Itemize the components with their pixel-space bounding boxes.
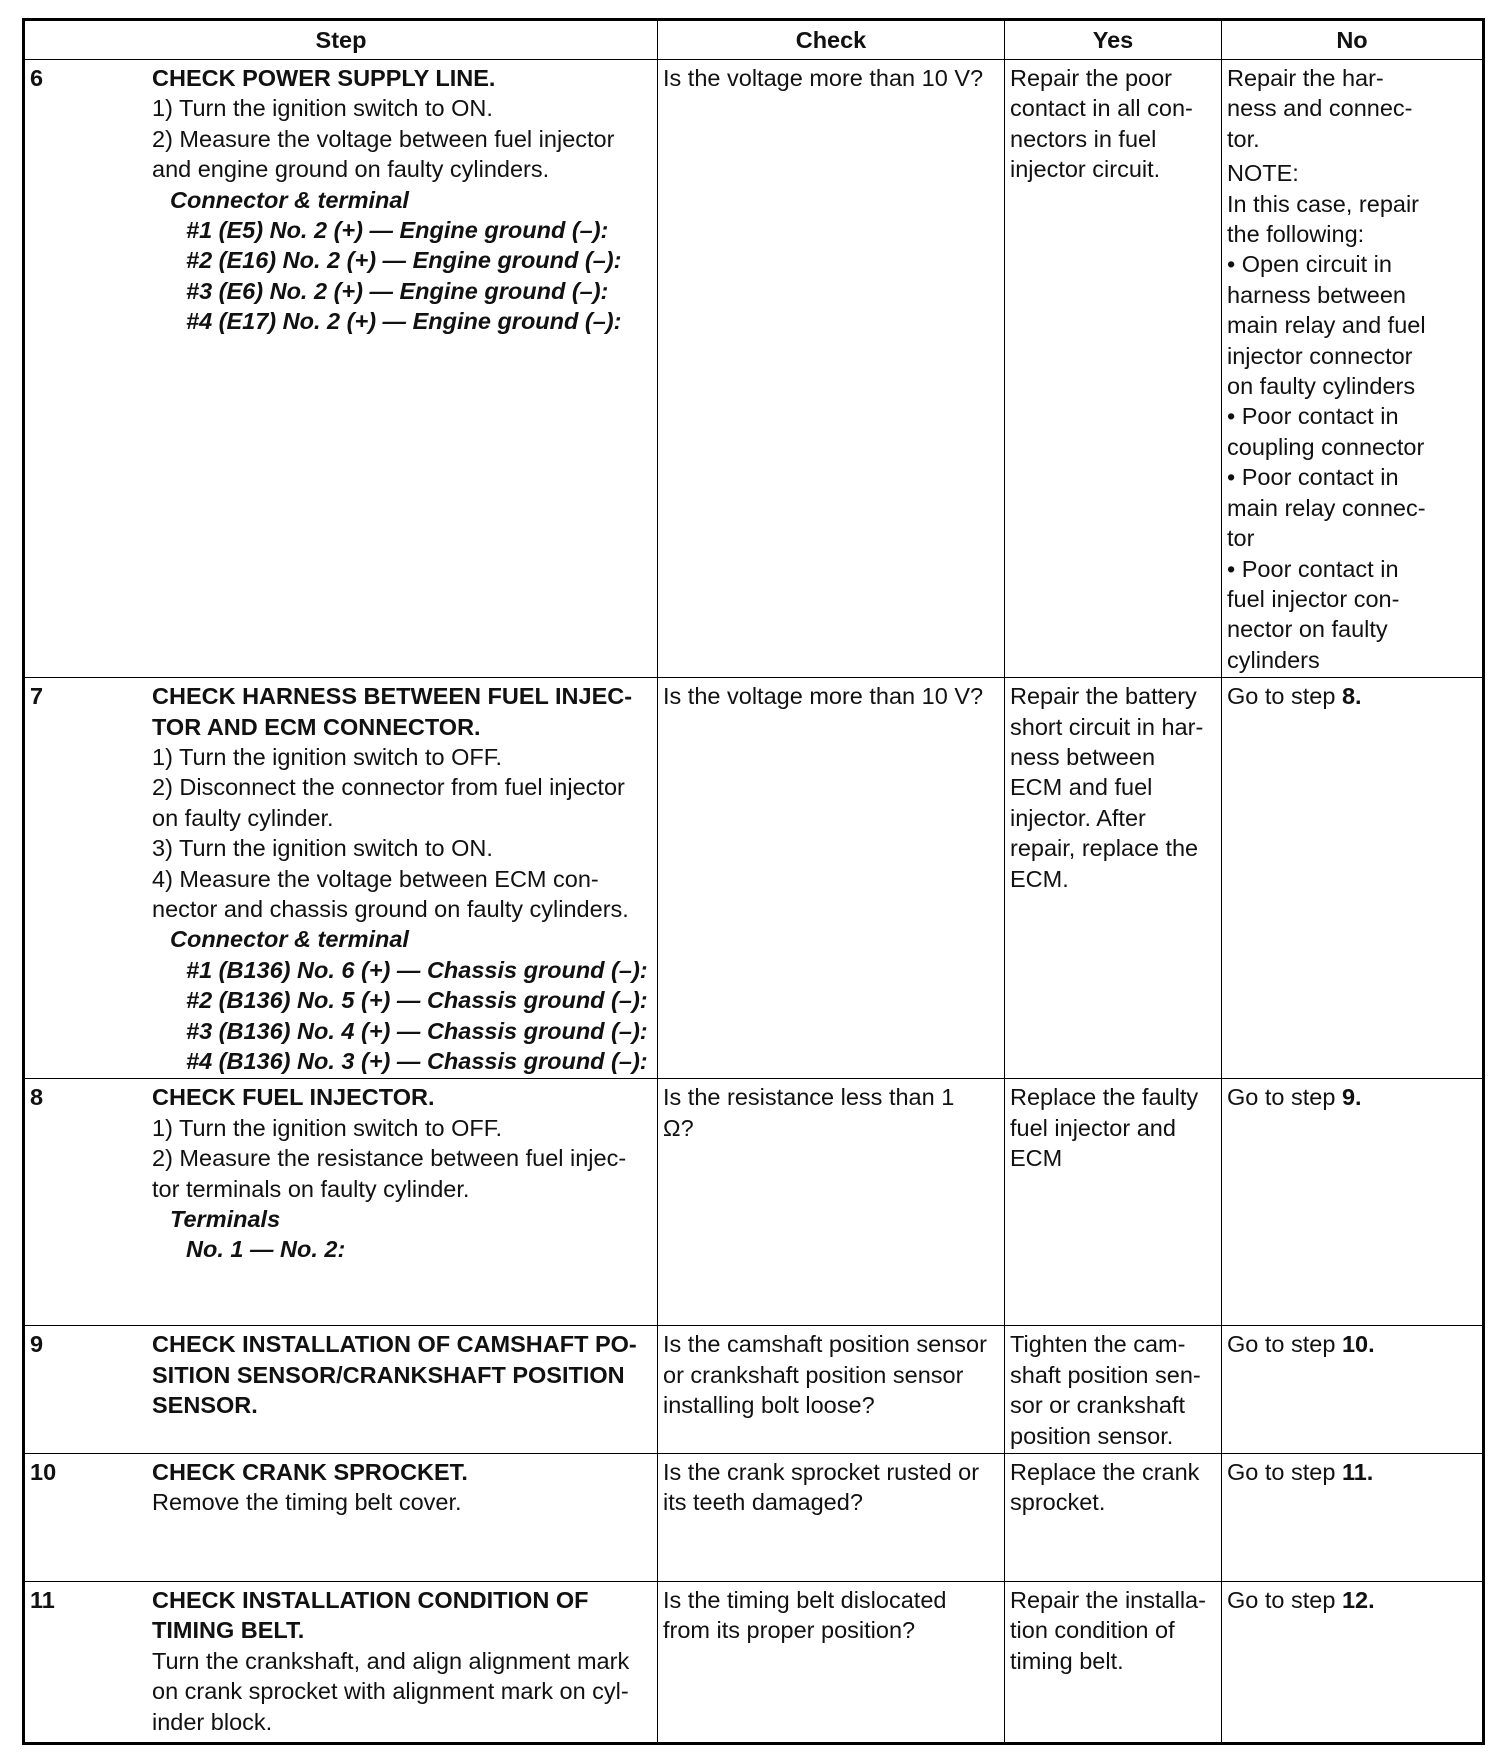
step-title: CHECK POWER SUPPLY LINE. [152,65,496,91]
header-no: No [1222,20,1484,60]
step-line: nector and chassis ground on faulty cylinders. [152,895,629,922]
check-line: Is the camshaft position sensor [663,1331,987,1358]
check-text: Is the voltage more than 10 V? [663,65,984,91]
check-cell [658,1326,1005,1454]
yes-line: repair, replace the [1010,835,1199,862]
step-line: 4) Measure the voltage between ECM con- [152,865,599,892]
check-line: Is the resistance less than 1 [663,1084,955,1111]
table-row-step-6 [24,60,1484,678]
step-line: 1) Turn the ignition switch to ON. [152,95,493,122]
no-cell [1222,1326,1484,1454]
terminal-spec: #2 (B136) No. 5 (+) — Chassis ground (–): [186,987,648,1014]
yes-line: sprocket. [1010,1489,1106,1516]
yes-line: ECM. [1010,865,1069,892]
step-title: SENSOR. [152,1392,258,1419]
yes-line: injector circuit. [1010,156,1161,183]
step-title: CHECK CRANK SPROCKET. [152,1459,468,1486]
terminal-spec: #1 (B136) No. 6 (+) — Chassis ground (–): [186,956,648,983]
step-number: 8 [30,1084,44,1111]
step-title: CHECK FUEL INJECTOR. [152,1084,435,1111]
terminal-spec: #1 (E5) No. 2 (+) — Engine ground (–): [186,217,609,244]
note-line: • Open circuit in [1227,251,1392,278]
yes-line: contact in all con- [1010,95,1193,122]
step-number: 6 [30,65,44,91]
terminals-heading: Terminals [170,1206,281,1233]
check-line: its teeth damaged? [663,1489,863,1516]
terminal-spec: #3 (B136) No. 4 (+) — Chassis ground (–): [186,1017,648,1044]
step-cell [24,678,658,1079]
table-row-step-10 [24,1454,1484,1582]
step-number: 7 [30,683,44,710]
note-line: tor [1227,525,1255,552]
step-title: TIMING BELT. [152,1617,305,1644]
step-cell [24,60,658,678]
yes-line: timing belt. [1010,1647,1124,1674]
step-cell [24,1079,658,1326]
no-cell [1222,678,1484,1079]
yes-cell [1005,1582,1222,1744]
table-row-step-11 [24,1582,1484,1744]
note-line: cylinders [1227,646,1320,673]
check-cell [658,1454,1005,1582]
step-line: 1) Turn the ignition switch to OFF. [152,743,503,770]
check-line: or crankshaft position sensor [663,1361,964,1388]
step-line: 3) Turn the ignition switch to ON. [152,835,493,862]
header-row [24,20,1484,60]
yes-line: Replace the faulty [1010,1084,1199,1111]
goto-text: Go to step [1227,1084,1342,1111]
note-line: In this case, repair [1227,190,1420,217]
goto-text: Go to step [1227,1331,1342,1358]
yes-line: ECM [1010,1145,1063,1172]
note-line: fuel injector con- [1227,585,1400,612]
step-cell [24,1326,658,1454]
note-line: injector connector [1227,342,1413,369]
check-line: Ω? [663,1114,694,1141]
goto-step-number: 10. [1341,1331,1375,1358]
step-line: on faulty cylinder. [152,804,334,831]
note-label: NOTE: [1227,160,1299,187]
no-line: Repair the har- [1227,65,1384,91]
no-cell [1222,1079,1484,1326]
goto-text: Go to step [1227,1459,1342,1486]
step-number: 10 [30,1459,57,1486]
step-line: 2) Measure the resistance between fuel injec- [152,1145,627,1172]
goto-text: Go to step [1227,683,1342,710]
note-line: • Poor contact in [1227,555,1399,582]
yes-line: injector. After [1010,804,1146,831]
step-number: 11 [30,1587,55,1614]
note-line: coupling connector [1227,433,1425,460]
table-row-step-7 [24,678,1484,1079]
no-line: tor. [1227,125,1260,152]
terminal-spec: #3 (E6) No. 2 (+) — Engine ground (–): [186,277,609,304]
terminal-spec: #2 (E16) No. 2 (+) — Engine ground (–): [186,247,622,274]
step-line: Remove the timing belt cover. [152,1489,462,1516]
step-line: 2) Measure the voltage between fuel injector [152,125,615,152]
check-line: from its proper position? [663,1617,916,1644]
check-cell [658,1582,1005,1744]
check-cell [658,60,1005,678]
terminal-spec: #4 (B136) No. 3 (+) — Chassis ground (–): [186,1048,648,1074]
goto-step-number: 9. [1341,1084,1362,1111]
yes-line: tion condition of [1010,1617,1175,1644]
yes-line: ECM and fuel [1010,774,1153,801]
connector-heading: Connector & terminal [170,926,409,953]
step-title: CHECK INSTALLATION CONDITION OF [152,1587,589,1614]
yes-line: Replace the crank [1010,1459,1200,1486]
note-line: • Poor contact in [1227,403,1399,430]
step-line: 2) Disconnect the connector from fuel injector [152,774,625,801]
yes-line: Repair the installa- [1010,1587,1206,1614]
step-line: 1) Turn the ignition switch to OFF. [152,1114,503,1141]
check-cell [658,1079,1005,1326]
step-number: 9 [30,1331,44,1358]
step-title: SITION SENSOR/CRANKSHAFT POSITION [152,1361,625,1388]
yes-cell [1005,1326,1222,1454]
step-title: CHECK HARNESS BETWEEN FUEL INJEC- [152,683,633,710]
step-line: and engine ground on faulty cylinders. [152,156,550,183]
goto-step-number: 11. [1341,1459,1374,1486]
note-line: on faulty cylinders [1227,373,1416,400]
note-line: main relay and fuel [1227,312,1426,339]
no-cell [1222,1582,1484,1744]
yes-cell [1005,1454,1222,1582]
yes-line: sor or crankshaft [1010,1392,1186,1419]
check-line: Is the timing belt dislocated [663,1587,947,1614]
note-line: the following: [1227,221,1365,248]
table-row-step-8 [24,1079,1484,1326]
table-row-step-9 [24,1326,1484,1454]
no-cell [1222,60,1484,678]
no-line: ness and connec- [1227,95,1413,122]
goto-step-number: 12. [1341,1587,1375,1614]
note-line: main relay connec- [1227,494,1426,521]
note-line: • Poor contact in [1227,464,1399,491]
no-cell [1222,1454,1484,1582]
yes-line: Repair the battery [1010,683,1197,710]
step-cell [24,1582,658,1744]
step-cell [24,1454,658,1582]
check-line: installing bolt loose? [663,1392,875,1419]
diagnostic-page [22,18,1482,1745]
check-cell [658,678,1005,1079]
terminal-spec: #4 (E17) No. 2 (+) — Engine ground (–): [186,308,622,335]
step-title: TOR AND ECM CONNECTOR. [152,713,481,740]
yes-line: ness between [1010,743,1156,770]
step-line: tor terminals on faulty cylinder. [152,1175,470,1202]
yes-line: shaft position sen- [1010,1361,1201,1388]
goto-text: Go to step [1227,1587,1342,1614]
diagnostic-table [22,18,1485,1745]
header-check: Check [658,20,1005,60]
yes-line: nectors in fuel [1010,125,1157,152]
terminal-spec: No. 1 — No. 2: [186,1236,346,1263]
note-line: nector on faulty [1227,616,1388,643]
note-line: harness between [1227,281,1406,308]
step-title: CHECK INSTALLATION OF CAMSHAFT PO- [152,1331,637,1358]
check-text: Is the voltage more than 10 V? [663,683,984,710]
yes-cell [1005,60,1222,678]
header-yes: Yes [1005,20,1222,60]
header-step: Step [24,20,658,60]
step-line: Turn the crankshaft, and align alignment mark [152,1647,630,1674]
step-line: inder block. [152,1708,273,1735]
yes-line: Repair the poor [1010,65,1172,91]
yes-line: position sensor. [1010,1422,1174,1449]
connector-heading: Connector & terminal [170,186,409,213]
step-line: on crank sprocket with alignment mark on cyl- [152,1678,629,1705]
yes-line: Tighten the cam- [1010,1331,1186,1358]
yes-line: short circuit in har- [1010,713,1204,740]
yes-cell [1005,678,1222,1079]
yes-cell [1005,1079,1222,1326]
check-line: Is the crank sprocket rusted or [663,1459,980,1486]
goto-step-number: 8. [1341,683,1362,710]
yes-line: fuel injector and [1010,1114,1176,1141]
